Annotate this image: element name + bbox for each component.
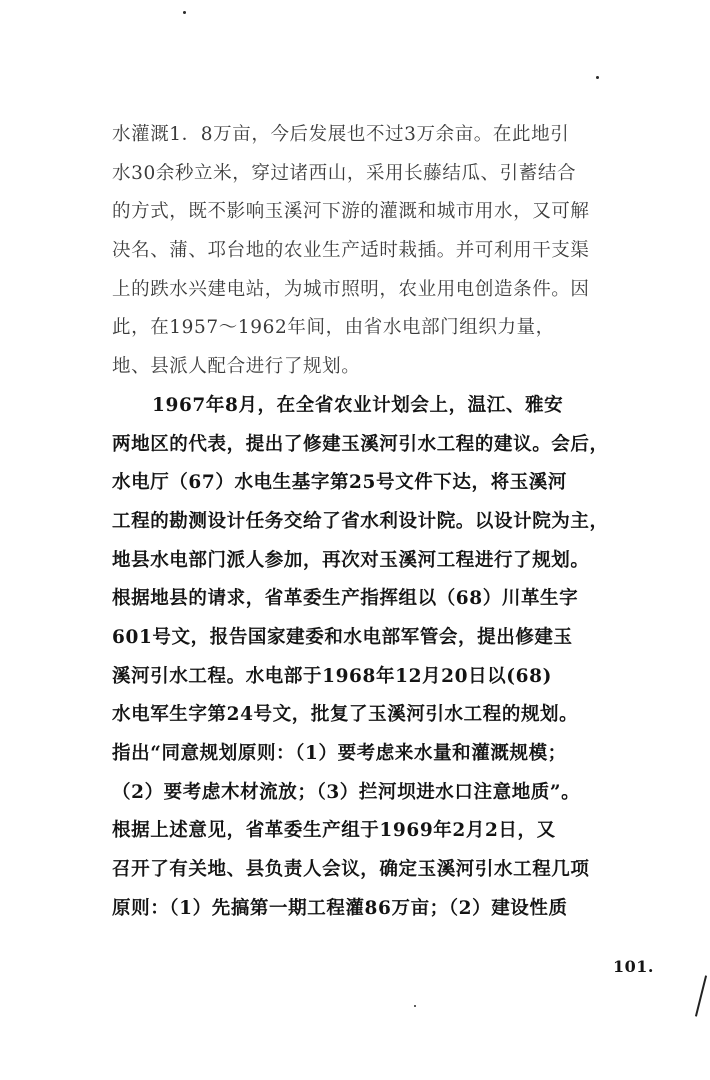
text-line: 决名、蒲、邛台地的农业生产适时栽插。并可利用干支渠 [112,240,590,262]
text-line: 地县水电部门派人参加，再次对玉溪河工程进行了规划。 [112,549,590,571]
paragraph-start-line: 1967年8月，在全省农业计划会上，温江、雅安 [152,394,564,416]
text-line: 原则：（1）先搞第一期工程灌86万亩；（2）建设性质 [112,897,568,919]
text-line: 上的跌水兴建电站，为城市照明，农业用电创造条件。因 [112,278,590,300]
text-line: 根据地县的请求，省革委生产指挥组以（68）川革生字 [112,588,579,610]
text-line: 根据上述意见，省革委生产组于1969年2月2日，又 [112,820,556,842]
text-line: 的方式，既不影响玉溪河下游的灌溉和城市用水，又可解 [112,201,590,223]
scan-speck [183,11,186,14]
text-line: 溪河引水工程。水电部于1968年12月20日以(68) [112,665,552,687]
body-text [112,116,672,928]
text-line: 此，在1957～1962年间，由省水电部门组织力量， [112,317,555,339]
scan-speck [596,76,599,79]
text-line: 水电军生字第24号文，批复了玉溪河引水工程的规划。 [112,704,579,726]
page-number: 101. [613,957,654,976]
margin-pen-mark [695,975,707,1016]
text-line: 指出“同意规划原则：（1）要考虑来水量和灌溉规模； [112,743,567,764]
text-line: 水灌溉1．8万亩，今后发展也不过3万余亩。在此地引 [112,124,570,145]
text-line: 召开了有关地、县负责人会议，确定玉溪河引水工程几项 [112,859,590,881]
text-line: 工程的勘测设计任务交给了省水利设计院。以设计院为主， [112,510,609,532]
text-line: 水电厅（67）水电生基字第25号文件下达，将玉溪河 [112,472,567,494]
text-line: 601号文，报告国家建委和水电部军管会，提出修建玉 [112,626,573,648]
text-line: 水30余秒立米，穿过诸西山，采用长藤结瓜、引蓄结合 [112,162,577,184]
text-line: （2）要考虑木材流放；（3）拦河坝进水口注意地质”。 [112,781,581,803]
text-line: 两地区的代表，提出了修建玉溪河引水工程的建议。会后， [112,433,609,455]
scan-speck [414,1005,416,1007]
text-line: 地、县派人配合进行了规划。 [112,356,361,378]
